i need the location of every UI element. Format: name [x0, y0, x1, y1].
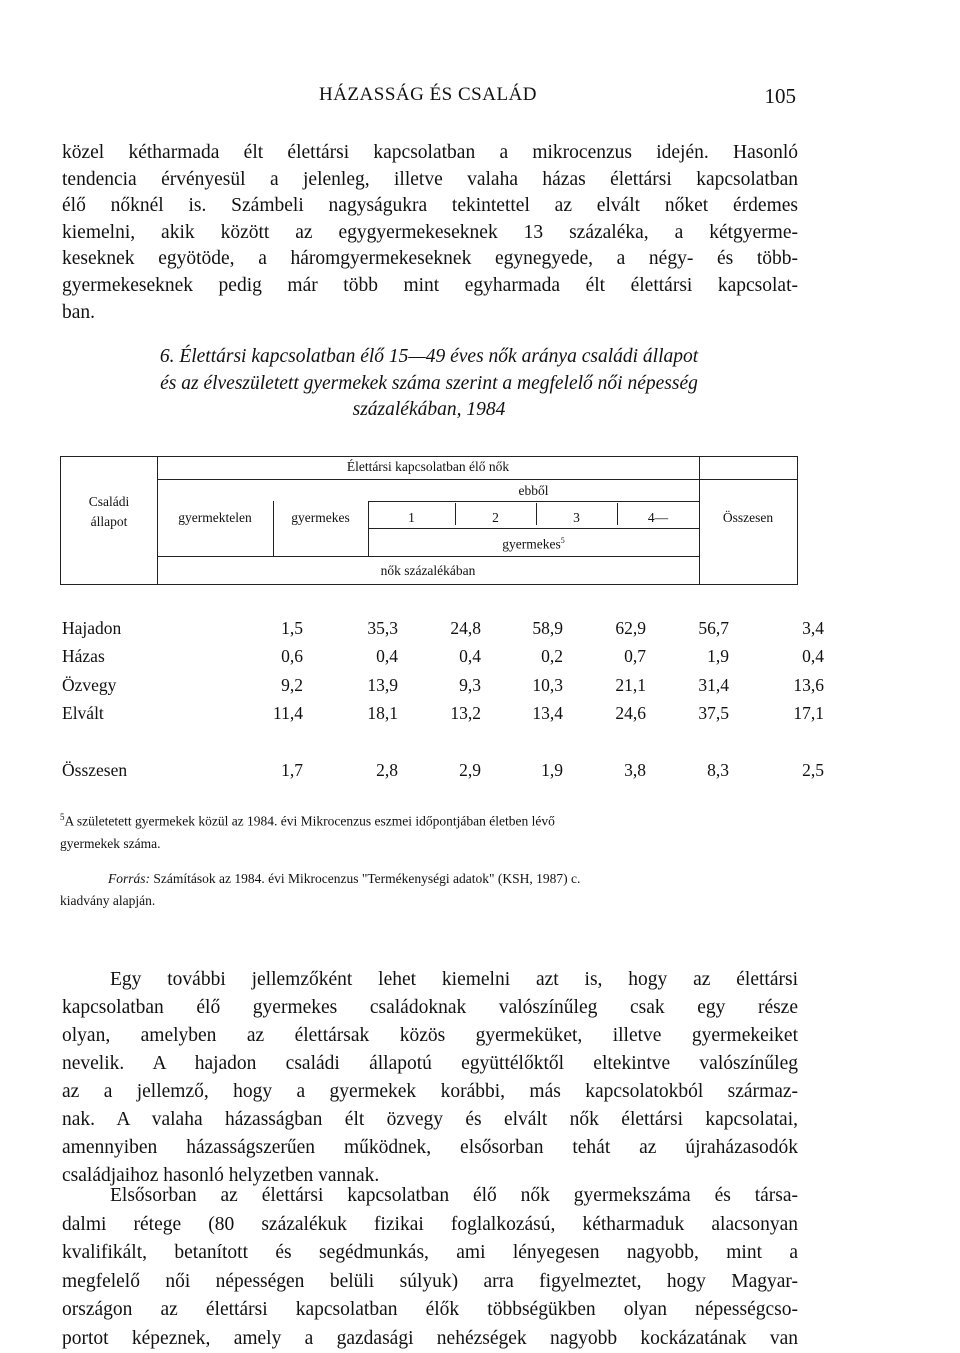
text-line: közel kétharmada élt élettársi kapcsolatban a mikrocenzus idején. Hasonló — [62, 142, 798, 163]
intro-paragraph — [62, 140, 798, 326]
text-line: kapcsolatban élő gyermekes családoknak valószínűleg csak egy része — [62, 997, 798, 1018]
source-label: Forrás: — [108, 871, 151, 886]
table-cell: 10,3 — [532, 675, 563, 695]
text-line: portot képeznek, amely a gazdasági nehézségek nagyobb kockázatának van — [62, 1327, 798, 1349]
table-cell: 13,4 — [532, 703, 563, 723]
page-number: 105 — [764, 84, 796, 108]
children-note-header: gyermekes$^5$ — [502, 536, 565, 552]
text-line: amennyiben házasságszerűen működnek, elsősorban tehát az újraházasodók — [62, 1137, 798, 1158]
table-header — [60, 456, 798, 585]
row-label: Hajadon — [62, 618, 122, 638]
text-line: országon az élettársi kapcsolatban élők többségükben olyan népességcso- — [62, 1299, 798, 1320]
table-cell: 37,5 — [698, 703, 729, 723]
text-line: Egy további jellemzőként lehet kiemelni azt is, hogy az élettársi — [110, 969, 798, 990]
text-line: nevelik. A hajadon családi állapotú együttélőktől eltekintve valószínűleg — [62, 1053, 798, 1074]
table-cell: 0,7 — [624, 646, 646, 666]
source-line: Számítások az 1984. évi Mikrocenzus "Termékenységi adatok" (KSH, 1987) c. — [153, 871, 581, 886]
childless-header: gyermektelen — [178, 510, 252, 525]
table-cell: 58,9 — [532, 618, 563, 638]
table-cell: 9,3 — [459, 675, 481, 695]
table-cell: 24,6 — [615, 703, 646, 723]
running-head — [60, 84, 796, 110]
group-header: Élettársi kapcsolatban élő nők — [346, 459, 510, 474]
text-line: ban. — [62, 301, 96, 323]
text-line: tendencia érvényesül a jelenleg, illetve valaha házas élettársi kapcsolatban — [62, 168, 798, 190]
table-cell: 3,8 — [624, 760, 646, 780]
table-cell: 62,9 — [615, 618, 646, 638]
table-cell: 1,9 — [707, 646, 729, 666]
footnote-marker: 5 — [60, 812, 65, 822]
table-cell: 24,8 — [450, 618, 481, 638]
table-cell: 2,5 — [802, 760, 824, 780]
table-footnote — [60, 806, 796, 855]
col-4-header: 4— — [647, 510, 669, 525]
text-line: dalmi rétege (80 százalékuk fizikai foglalkozású, kétharmaduk alacsonyan — [62, 1213, 798, 1235]
col-1-header: 1 — [408, 510, 415, 525]
source-line: kiadvány alapján. — [60, 893, 156, 908]
col-3-header: 3 — [573, 510, 580, 525]
table-row — [62, 646, 824, 670]
text-line: élő nőknél is. Számbeli nagyságukra tekintettel az elvált nőket érdemes — [62, 195, 798, 217]
table-cell: 0,6 — [281, 646, 303, 666]
table-cell: 13,9 — [367, 675, 398, 695]
table-cell: 11,4 — [273, 703, 303, 723]
footnote-line: gyermekek száma. — [60, 835, 161, 851]
table-cell: 0,4 — [802, 646, 824, 666]
table-cell: 8,3 — [707, 760, 729, 780]
caption-line: és az élveszületett gyermekek száma szerint a megfelelő női népesség — [160, 372, 698, 394]
table-cell: 1,9 — [541, 760, 563, 780]
row-label: Összesen — [62, 760, 128, 780]
text-line: olyan, amelyben az élettársak közös gyermeküket, illetve gyermekeiket — [62, 1025, 798, 1046]
table-row — [62, 618, 824, 642]
table-total-row — [62, 760, 824, 784]
footnote-line: A születetett gyermekek közül az 1984. évi Mikrocenzus eszmei időpontjában életben lévő — [64, 813, 555, 829]
text-line: keseknek egyötöde, a háromgyermekeseknek egynegyede, a négy- és több- — [62, 248, 798, 270]
text-line: az a jellemző, hogy a gyermekek korábbi, más kapcsolatokból származ- — [62, 1081, 798, 1102]
table-cell: 18,1 — [367, 703, 398, 723]
text-line: Elsősorban az élettársi kapcsolatban élő nők gyermekszáma és társa- — [110, 1185, 798, 1206]
table-row — [62, 675, 824, 699]
caption-line: százalékában, 1984 — [352, 399, 506, 420]
text-line: gyermekeseknek pedig már több mint egyharmada élt élettársi kapcsolat- — [62, 274, 798, 296]
table-cell: 3,4 — [802, 618, 824, 638]
text-line: kiemelni, akik között az egygyermekeseknek 13 százaléka, a kétgyerme- — [62, 221, 798, 243]
row-label: Házas — [62, 646, 105, 666]
table-cell: 31,4 — [698, 675, 729, 695]
table-cell: 13,2 — [450, 703, 481, 723]
text-line: kvalifikált, betanított és segédmunkás, ami lényegesen nagyobb, mint a — [62, 1242, 798, 1263]
table-cell: 13,6 — [793, 675, 824, 695]
table-cell: 9,2 — [281, 675, 303, 695]
table-cell: 35,3 — [367, 618, 398, 638]
body-paragraph-1 — [62, 966, 798, 1190]
col-2-header: 2 — [492, 510, 499, 525]
table-caption — [60, 344, 798, 424]
table-source — [60, 868, 796, 912]
table-cell: 2,8 — [376, 760, 398, 780]
running-title: HÁZASSÁG ÉS CSALÁD — [318, 84, 538, 105]
row-label: Elvált — [62, 703, 104, 723]
table-row — [62, 703, 824, 727]
of-which-header: ebből — [518, 483, 549, 498]
row-label: Özvegy — [62, 675, 117, 695]
text-line: megfelelő női népességen belüli súlyuk) arra figyelmeztet, hogy Magyar- — [62, 1270, 798, 1292]
caption-line: 6. Élettársi kapcsolatban élő 15—49 éves nők aránya családi állapot — [159, 346, 699, 367]
table-cell: 56,7 — [698, 618, 729, 638]
total-header: Összesen — [722, 510, 774, 525]
table-cell: 0,2 — [541, 646, 563, 666]
table-cell: 0,4 — [459, 646, 481, 666]
with-children-header: gyermekes — [291, 510, 350, 525]
text-line: családjaihoz hasonló helyzetben vannak. — [62, 1165, 380, 1186]
unit-header: nők százalékában — [380, 563, 476, 578]
body-paragraph-2 — [62, 1182, 798, 1353]
table-cell: 21,1 — [615, 675, 646, 695]
table-cell: 17,1 — [793, 703, 824, 723]
table-cell: 1,5 — [281, 618, 303, 638]
row-label-header: Családi állapot — [88, 494, 130, 529]
text-line: nak. A valaha házasságban élt özvegy és elvált nők élettársi kapcsolatai, — [62, 1109, 798, 1130]
table-cell: 1,7 — [281, 760, 303, 780]
table-cell: 2,9 — [459, 760, 481, 780]
table-cell: 0,4 — [376, 646, 398, 666]
